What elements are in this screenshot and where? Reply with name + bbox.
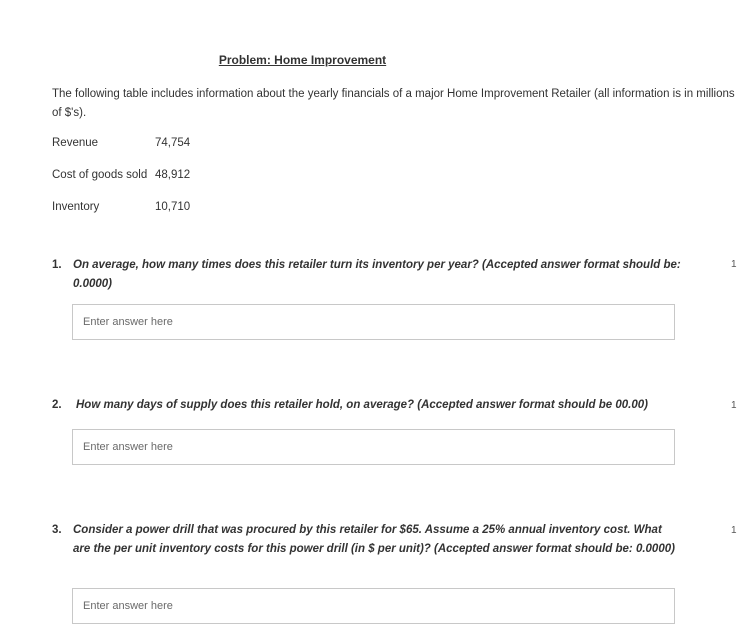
question-3 [52, 521, 682, 559]
side-marker: 1 [731, 400, 737, 411]
question-text: Consider a power drill that was procured by this retailer for $65. Assume a 25% annual inventory cost. What are the per unit inventory costs for this power drill (in $ per unit)? (Accepted answer format should be: 0.0000) [73, 524, 675, 555]
financial-row-inventory [52, 201, 190, 213]
question-2 [52, 396, 712, 415]
financial-value: 10,710 [155, 201, 191, 213]
side-marker: 1 [731, 525, 737, 536]
question-number: 3. [52, 524, 62, 536]
question-number: 1. [52, 259, 62, 271]
financial-value: 48,912 [155, 169, 191, 181]
answer-input-1[interactable] [72, 304, 675, 340]
side-marker: 1 [731, 259, 737, 270]
question-text: How many days of supply does this retailer hold, on average? (Accepted answer format should be 00.00) [76, 399, 648, 411]
financial-row-cogs [52, 169, 190, 181]
intro-paragraph: The following table includes information about the yearly financials of a major Home Improvement Retailer (all information is in millions of $'s). [52, 88, 735, 119]
financial-row-revenue [52, 137, 190, 149]
question-text: On average, how many times does this retailer turn its inventory per year? (Accepted answer format should be: 0.0000) [73, 259, 681, 290]
financial-value: 74,754 [155, 137, 191, 149]
answer-input-2[interactable] [72, 429, 675, 465]
page-title: Problem: Home Improvement [218, 53, 387, 67]
financial-label: Revenue [52, 137, 99, 149]
question-number: 2. [52, 399, 62, 411]
answer-input-3[interactable] [72, 588, 675, 624]
financial-label: Cost of goods sold [52, 169, 148, 181]
question-1 [52, 256, 682, 294]
financial-label: Inventory [52, 201, 100, 213]
